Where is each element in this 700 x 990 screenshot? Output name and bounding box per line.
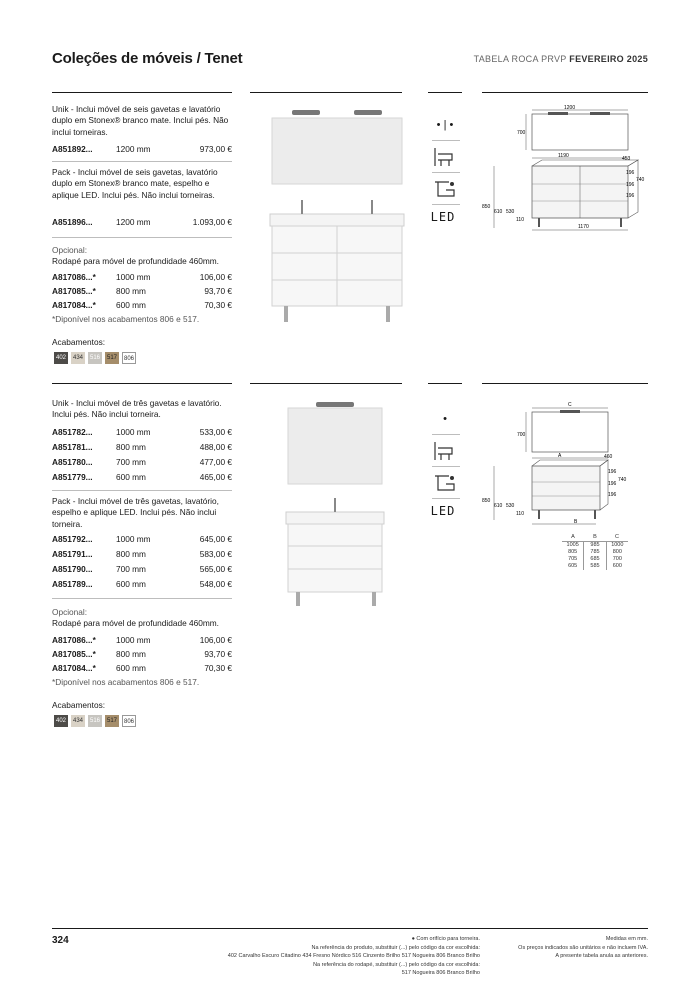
product-price: 93,70 € — [204, 286, 232, 296]
product-code: A851780... — [52, 457, 93, 467]
header-rule-icons — [428, 92, 462, 93]
product-width: 600 mm — [116, 579, 146, 589]
product-width: 600 mm — [116, 663, 146, 673]
dim-label: 530 — [506, 209, 515, 215]
optional-label: Opcional: — [52, 245, 88, 255]
price-row — [52, 649, 232, 661]
divider — [432, 434, 460, 435]
dim-label: 530 — [506, 503, 515, 509]
product-code: A817084...* — [52, 663, 96, 673]
dim-label: A — [558, 453, 562, 459]
availability-note: *Diponível nos acabamentos 806 e 517. — [52, 314, 200, 324]
technical-drawing — [478, 100, 650, 240]
product-width: 1200 mm — [116, 144, 151, 154]
product-price: 548,00 € — [199, 579, 232, 589]
finish-swatch: 517 — [105, 352, 119, 364]
product-description: Pack - Inclui móvel de três gavetas, lavatório, espelho e aplique LED. Inclui pés. Não inclui torneira. — [52, 496, 219, 529]
product-code: A851892... — [52, 144, 93, 154]
dim-label: 610 — [494, 209, 503, 215]
footer-note: Os preços indicados são unitários e não incluem IVA. — [518, 944, 648, 951]
finish-swatch: 402 — [54, 352, 68, 364]
footer-rule — [52, 928, 648, 929]
finish-swatches — [54, 715, 144, 729]
dim-label: 196 — [608, 469, 617, 475]
product-description: Pack - Inclui móvel de seis gavetas, lavatório duplo em Stonex® branco mate, espelho e aplique LED. Inclui pés. Não inclui torneiras. — [52, 167, 218, 200]
product-description: Unik - Inclui móvel de três gavetas e lavatório. Inclui pés. Não inclui torneira. — [52, 398, 222, 420]
price-row — [52, 663, 232, 675]
price-row — [52, 635, 232, 647]
dim-label: 700 — [517, 432, 526, 438]
price-row — [52, 286, 232, 298]
product-price: 645,00 € — [199, 534, 232, 544]
dim-label: B — [574, 519, 578, 525]
price-row — [52, 427, 232, 439]
dim-label: 1190 — [558, 153, 569, 159]
header-rule-mid — [250, 92, 402, 93]
section-rule-icons — [428, 383, 462, 384]
product-width: 600 mm — [116, 300, 146, 310]
product-price: 465,00 € — [199, 472, 232, 482]
dim-label: 196 — [608, 481, 617, 487]
product-width: 700 mm — [116, 457, 146, 467]
product-code: A851781... — [52, 442, 93, 452]
dimension-table — [562, 534, 628, 570]
dim-label: 460 — [604, 454, 613, 460]
dim-label: 1200 — [564, 105, 576, 111]
price-row — [52, 472, 232, 484]
dim-label: 110 — [516, 511, 524, 517]
product-code: A851791... — [52, 549, 93, 559]
mirror-light-icon — [432, 470, 458, 496]
dim-label: 453 — [622, 156, 631, 162]
page-number: 324 — [52, 935, 69, 946]
product-width: 1000 mm — [116, 635, 151, 645]
dim-label: C — [568, 402, 572, 408]
product-code: A851790... — [52, 564, 93, 574]
dim-label: 196 — [626, 170, 635, 176]
product-price: 488,00 € — [199, 442, 232, 452]
dim-label: 850 — [482, 204, 491, 210]
product-price: 93,70 € — [204, 649, 232, 659]
product-price: 533,00 € — [199, 427, 232, 437]
product-width: 1200 mm — [116, 217, 151, 227]
led-icon: LED — [430, 504, 456, 518]
product-code: A817084...* — [52, 300, 96, 310]
price-table-name: TABELA ROCA PRVP — [473, 54, 567, 64]
footer-notes-center — [160, 935, 480, 978]
product-price: 70,30 € — [204, 300, 232, 310]
divider — [52, 161, 232, 162]
price-row — [52, 549, 232, 561]
product-price: 477,00 € — [199, 457, 232, 467]
dim-label: 196 — [608, 492, 617, 498]
product-price: 1.093,00 € — [192, 217, 232, 227]
finish-swatch: 516 — [88, 715, 102, 727]
finishes-label: Acabamentos: — [52, 337, 106, 347]
table-row: 705 685 700 — [562, 556, 628, 563]
dim-label: 1170 — [578, 224, 589, 230]
product-price: 106,00 € — [199, 635, 232, 645]
product-price: 565,00 € — [199, 564, 232, 574]
price-row — [52, 579, 232, 591]
footer-note: 517 Nogueira 806 Branco Brilho — [401, 970, 480, 976]
price-row — [52, 217, 232, 229]
dim-label: 700 — [517, 130, 526, 136]
product-code: A851789... — [52, 579, 93, 589]
product-image-double-vanity — [262, 100, 412, 330]
availability-note: *Diponível nos acabamentos 806 e 517. — [52, 677, 200, 687]
product-code: A851779... — [52, 472, 93, 482]
product-description: Unik - Inclui móvel de seis gavetas e lavatório duplo em Stonex® branco mate. Inclui pés. Não inclui torneiras. — [52, 104, 229, 137]
footer-note: Medidas em mm. — [605, 936, 648, 942]
divider — [52, 598, 232, 599]
price-table-label — [474, 54, 648, 64]
dim-label: 740 — [636, 177, 645, 183]
finish-swatch: 517 — [105, 715, 119, 727]
dim-label: 610 — [494, 503, 503, 509]
product-code: A851792... — [52, 534, 93, 544]
section-rule-left — [52, 383, 232, 384]
product-code: A851896... — [52, 217, 93, 227]
finish-swatch: 402 — [54, 715, 68, 727]
product-width: 1000 mm — [116, 534, 151, 544]
price-table-date: FEVEREIRO 2025 — [569, 54, 648, 64]
product-price: 973,00 € — [199, 144, 232, 154]
header-rule-right — [482, 92, 648, 93]
wall-mount-icon — [432, 438, 458, 464]
table-row: 805 785 800 — [562, 549, 628, 556]
divider — [52, 490, 232, 491]
product-price: 583,00 € — [199, 549, 232, 559]
price-row — [52, 272, 232, 284]
product-code: A817086...* — [52, 272, 96, 282]
product-price: 70,30 € — [204, 663, 232, 673]
product-width: 1000 mm — [116, 427, 151, 437]
divider — [52, 237, 232, 238]
dim-label: 740 — [618, 477, 627, 483]
product-width: 1000 mm — [116, 272, 151, 282]
price-row — [52, 442, 232, 454]
section-rule-mid — [250, 383, 402, 384]
product-code: A817085...* — [52, 286, 96, 296]
price-row — [52, 300, 232, 312]
product-width: 800 mm — [116, 286, 146, 296]
dim-label: 110 — [516, 217, 524, 223]
dim-label: 196 — [626, 182, 635, 188]
product-width: 800 mm — [116, 649, 146, 659]
finishes-label: Acabamentos: — [52, 700, 106, 710]
product-image-single-vanity — [280, 398, 390, 613]
table-row: 1005 985 1000 — [562, 541, 628, 549]
product-code: A817086...* — [52, 635, 96, 645]
product-width: 800 mm — [116, 549, 146, 559]
finish-swatch: 434 — [71, 352, 85, 364]
two-faucet-holes-icon: • | • — [436, 119, 454, 131]
table-row: 605 585 600 — [562, 563, 628, 570]
divider — [432, 466, 460, 467]
product-code: A817085...* — [52, 649, 96, 659]
led-icon: LED — [430, 210, 456, 224]
footer-note: ● Com orifício para torneira. — [411, 936, 480, 942]
mirror-light-icon — [432, 176, 458, 202]
optional-label: Opcional: — [52, 607, 88, 617]
table-header: A B C — [571, 534, 619, 540]
product-code: A851782... — [52, 427, 93, 437]
header-rule-left — [52, 92, 232, 93]
price-row — [52, 534, 232, 546]
product-width: 800 mm — [116, 442, 146, 452]
finish-swatch: 806 — [122, 352, 136, 364]
price-row — [52, 144, 232, 156]
divider — [432, 140, 460, 141]
footer-note: 402 Carvalho Escuro Citadino 434 Fresno Nórdico 516 Cinzento Brilho 517 Nogueira 806 Branco Brilho — [227, 953, 480, 959]
finish-swatch: 806 — [122, 715, 136, 727]
section-rule-right — [482, 383, 648, 384]
footer-note: Na referência do produto, substituir (...) pelo código da cor escolhida: — [311, 944, 480, 951]
one-faucet-hole-icon: • — [443, 413, 447, 425]
dim-label: 850 — [482, 498, 491, 504]
optional-description: Rodapé para móvel de profundidade 460mm. — [52, 618, 219, 628]
page-title: Coleções de móveis / Tenet — [52, 50, 243, 67]
divider — [432, 172, 460, 173]
footer-note: A presente tabela anula as anteriores. — [555, 953, 648, 959]
product-width: 700 mm — [116, 564, 146, 574]
product-price: 106,00 € — [199, 272, 232, 282]
wall-mount-icon — [432, 144, 458, 170]
finish-swatches — [54, 352, 144, 366]
product-width: 600 mm — [116, 472, 146, 482]
finish-swatch: 434 — [71, 715, 85, 727]
footer-notes-right — [488, 935, 648, 961]
footer-note: Na referência do rodapé, substituir (...) pelo código da cor escolhida: — [313, 961, 480, 968]
dim-label: 196 — [626, 193, 635, 199]
price-row — [52, 564, 232, 576]
finish-swatch: 516 — [88, 352, 102, 364]
price-row — [52, 457, 232, 469]
optional-description: Rodapé para móvel de profundidade 460mm. — [52, 256, 219, 266]
